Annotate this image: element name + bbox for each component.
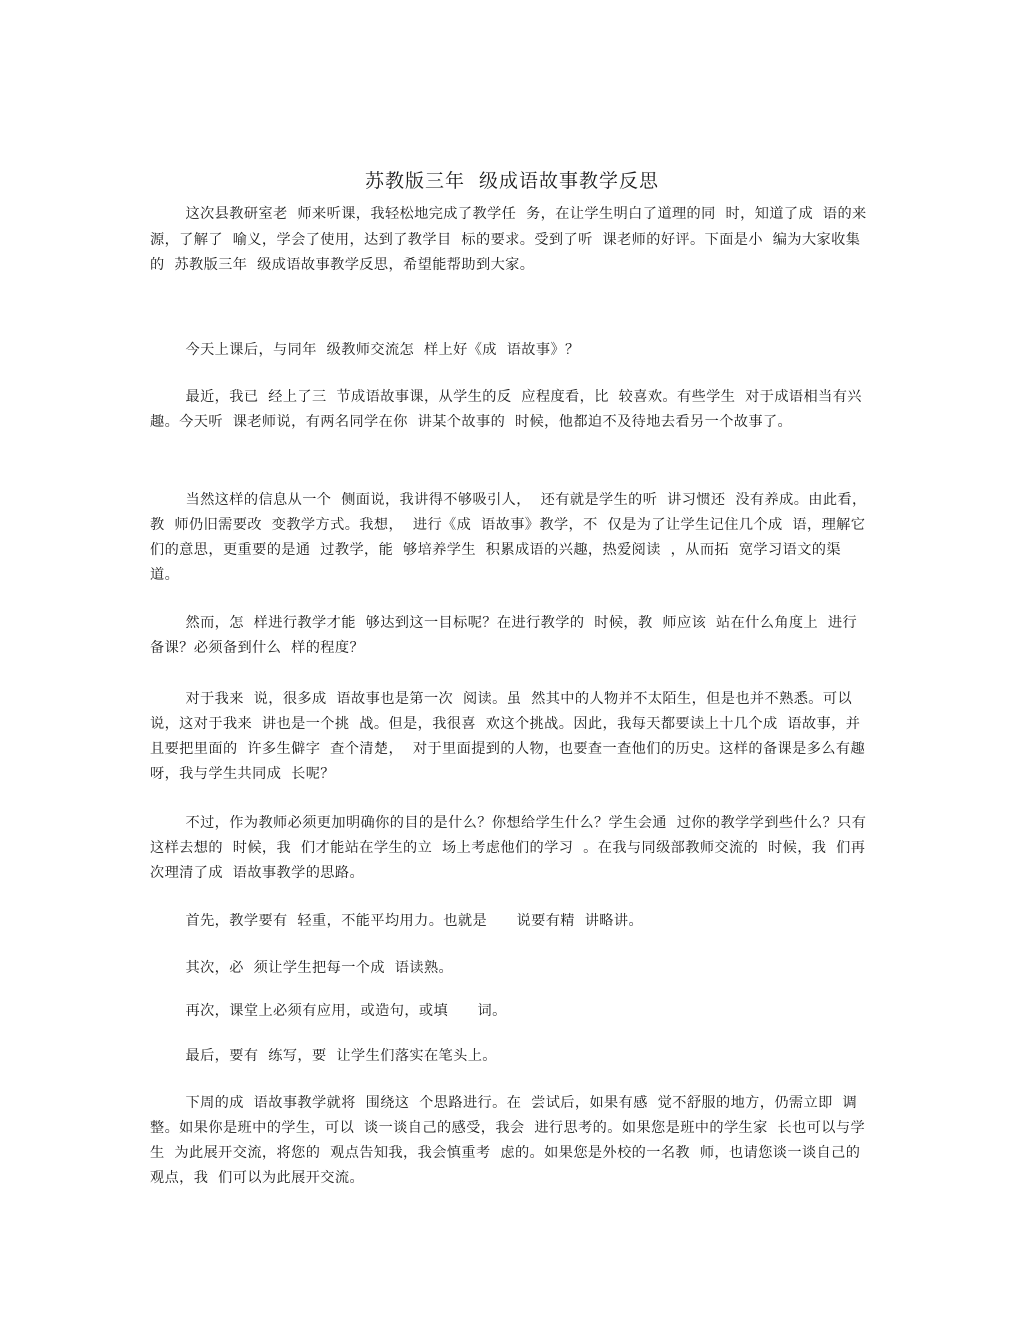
closing-paragraph: 下周的成 语故事教学就将 围绕这 个思路进行。在 尝试后，如果有感 觉不舒服的地方，仍需立即 调整。如果你是班中的学生，可以 谈一谈自己的感受，我会 进行思考的。如果您是班中的学生家 长也可以与学生 为此展开交流，将您的 观点告知我，我会慎重考 虑的。如果您是外校的一名教 师，也请您谈一谈自己的 观点，我 们可以为此展开交流。: [150, 1095, 871, 1186]
body-paragraph: 其次，必 须让学生把每一个成 语读熟。: [185, 960, 454, 976]
body-paragraph: 再次，课堂上必须有应用，或造句，或填 词。: [185, 1003, 507, 1019]
body-paragraph: 首先，教学要有 轻重，不能平均用力。也就是 说要有精 讲略讲。: [185, 913, 644, 929]
body-paragraph: 今天上课后，与同年 级教师交流怎 样上好《成 语故事》？: [185, 342, 580, 358]
body-paragraph: 然而，怎 样进行教学才能 够达到这一目标呢？在进行教学的 时候，教 师应该 站在什么角度上 进行备课？必须备到什么 样的程度？: [150, 615, 858, 656]
body-paragraph: 最近，我已 经上了三 节成语故事课，从学生的反 应程度看，比 较喜欢。有些学生 对于成语相当有兴趣。今天听 课老师说，有两名同学在你 讲某个故事的 时候，他都迫不及待地去看另一个故事了。: [150, 389, 862, 430]
body-paragraph: 当然这样的信息从一个 侧面说，我讲得不够吸引人， 还有就是学生的听 讲习惯还 没有养成。由此看，教 师仍旧需要改 变教学方式。我想， 进行《成 语故事》教学，不 仅是为了让学生记住几个成 语，理解它 们的意思，更重要的是通 过教学，能 够培养学生 积累成语的兴趣，热爱阅读 ，从而拓 宽学习语文的渠道。: [150, 492, 876, 583]
intro-paragraph: 这次县教研室老 师来听课，我轻松地完成了教学任 务，在让学生明白了道理的同 时，知道了成 语的来源，了解了 喻义，学会了使用，达到了教学目 标的要求。受到了听 课老师的好评。下面是小 编为大家收集的 苏教版三年 级成语故事教学反思，希望能帮助到大家。: [150, 206, 867, 273]
document-title: 苏教版三年 级成语故事教学反思: [364, 170, 660, 192]
body-paragraph: 对于我来 说，很多成 语故事也是第一次 阅读。虽 然其中的人物并不太陌生，但是也并不熟悉。可以 说，这对于我来 讲也是一个挑 战。但是，我很喜 欢这个挑战。因此，我每天都要读上十几个成 语故事，并且要把里面的 许多生僻字 查个清楚， 对于里面提到的人物，也要查一查他们的历史。这样的备课是多么有趣呀，我与学生共同成 长呢？: [150, 691, 866, 782]
body-paragraph: 不过，作为教师必须更加明确你的目的是什么？你想给学生什么？学生会通 过你的教学学到些什么？只有这样去想的 时候，我 们才能站在学生的立 场上考虑他们的学习 。在我与同级部教师交流的 时候，我 们再次理清了成 语故事教学的思路。: [150, 815, 867, 881]
body-paragraph: 最后，要有 练写，要 让学生们落实在笔头上。: [185, 1048, 497, 1064]
